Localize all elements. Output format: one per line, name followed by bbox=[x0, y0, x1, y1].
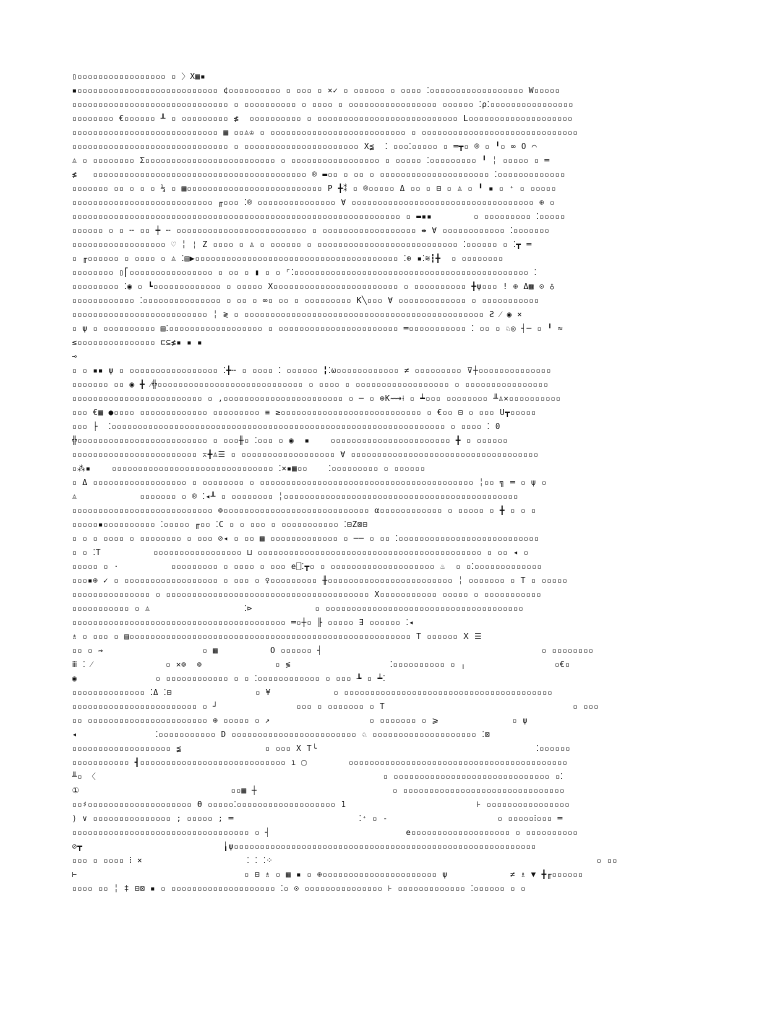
text-line: ▫▫▫▪⊕ ✓ ▫ ▫▫▫▫▫▫▫▫▫▫▫▫▫▫▫▫▫▫ ▫ ▫▫▫ ▫ ♀▫▫▫▫▫▫▫▫▫ ╫▫▫▫▫▫▫▫▫▫▫▫▫▫▫▫▫▫▫▫▫▫▫▫▫ ╎ ▫▫▫▫▫▫▫ ▫ T ▫ ▫▫▫▫▫ bbox=[72, 576, 568, 585]
text-line: ▫▫▫▫▫▫▫▫▫▫▫▫▫▫▫▫▫▫▫▫▫▫▫▫ ⌅╋♙☰ ▫ ▫▫▫▫▫▫▫▫▫▫▫▫▫▫▫▫▫▫ ∀ ▫▫▫▫▫▫▫▫▫▫▫▫▫▫▫▫▫▫▫▫▫▫▫▫▫▫▫▫▫▫▫▫▫▫▫▫ bbox=[72, 450, 539, 459]
text-line: ▫▫▫▫▫▫▫▫ €▫▫▫▫▫▫ ┸ ▫ ▫▫▫▫▫▫▫▫▫ ≰ ▫▫▫▫▫▫▫▫▫▫ ▫ ▫▫▫▫▫▫▫▫▫▫▫▫▫▫▫▫▫▫▫▫▫▫▫▫▫▫▫ L▫▫▫▫▫▫▫▫▫▫▫▫▫▫▫▫▫▫▫▫ bbox=[72, 114, 573, 123]
text-line: ▫ ▫ ▫ ▫▫▫▫ ▫ ▫▫▫▫▫▫▫▫ ▫ ▫▫▫ ⊘◂ ▫ ▫▫ ▦ ▫▫▫▫▫▫▫▫▫▫▫▫▫ ▫ ── ▫ ▫▫ ⁚▫▫▫▫▫▫▫▫▫▫▫▫▫▫▫▫▫▫▫▫▫▫▫▫▫▫▫ bbox=[72, 534, 540, 543]
text-line: ▫ ▫ ▪▪ ψ ▫ ▫▫▫▫▫▫▫▫▫▫▫▫▫▫▫▫▫ ⁚╋╌ ▫ ▫▫▫▫ ⁚ ▫▫▫▫▫▫ ╏⁚ω▫▫▫▫▫▫▫▫▫▫▫▫ ≠ ▫▫▫▫▫▫▫▫▫ ⊽┼▫▫▫▫▫▫▫▫▫▫▫▫▫▫ bbox=[72, 366, 552, 375]
text-line: ≰ ▫▫▫▫▫▫▫▫▫▫▫▫▫▫▫▫▫▫▫▫▫▫▫▫▫▫▫▫▫▫▫▫▫▫▫▫▫▫▫▫▫ ® ▬▫▫ ▫ ▫▫ ▫ ▫▫▫▫▫▫▫▫▫▫▫▫▫▫▫▫▫▫▫▫▫ ⁚▫▫▫▫▫▫▫▫▫▫▫▫▫ bbox=[72, 170, 566, 179]
text-line: ▫▫▫▫▫▫▫▫▫▫▫▫▫▫▫▫▫▫▫▫▫▫▫▫▫▫▫▫▫▫▫▫▫▫▫▫▫▫▫▫▫ ═▫┼▫ ╟ ▫▫▫▫▫ ∃ ▫▫▫▫▫▫ ⁚◂ bbox=[72, 618, 415, 627]
text-line: ▫▫ ▫▫▫▫▫▫▫▫▫▫▫▫▫▫▫▫▫▫▫▫▫▫▫ ⊕ ▫▫▫▫▫ ▫ ↗ ▫ ▫▫▫▫▫▫▫ ▫ ⩾ ▫ ψ bbox=[72, 716, 528, 725]
text-line: ◉ ▫ ▫▫▫▫▫▫▫▫▫▫▫▫ ▫ ▫ ⁚▫▫▫▫▫▫▫▫▫▫▫▫ ▫ ▫▫▫ ┺ ▫ ┷⁚ bbox=[72, 674, 386, 683]
text-line: ▫▫▫▫▫▫▫▫▫▫▫▫▫▫▫▫▫▫▫▫▫▫▫▫▫▫▫▫▫▫ ▫ ▫▫▫▫▫▫▫▫▫▫▫▫▫▫▫▫▫▫▫▫▫▫ X≨ ⁚ ▫▫▫⁚▫▫▫▫▫ ▫ ═┳▫ ® ▫ ╹▫ ∞ O ⌒ bbox=[72, 142, 537, 151]
text-line: ▫▫▫▫▫▫▫▫▫▫▫▫▫▫▫▫▫▫▫▫▫▫▫▫▫▫▫▫▫▫▫▫▫▫ ▫ ┤ e▫▫▫▫▫▫▫▫▫▫▫▫▫▫▫▫▫▫▫ ▫ ▫▫▫▫▫▫▫▫▫▫ bbox=[72, 828, 578, 837]
text-line: ≤▫▫▫▫▫▫▫▫▫▫▫▫▫▫▫ ⊏⊆≰▪ ▪ ▪ bbox=[72, 338, 203, 347]
text-line: ♙ ▫▫▫▫▫▫▫ ▫ ® ⁚◂┸ ▫ ▫▫▫▫▫▫▫▫ ╎▫▫▫▫▫▫▫▫▫▫▫▫▫▫▫▫▫▫▫▫▫▫▫▫▫▫▫▫▫▫▫▫▫▫▫▫▫▫▫▫▫▫▫▫▫ bbox=[72, 492, 519, 501]
text-line: ▫▫▫▫▫▫▫▫▫▫▫▫▫▫▫ ▫ ▫▫▫▫▫▫▫▫▫▫▫▫▫▫▫▫▫▫▫▫▫▫▫▫▫▫▫▫▫▫▫▫▫▫▫▫▫▫▫ X▫▫▫▫▫▫▫▫▫▫▫ ▫▫▫▫▫ ▫ ▫▫▫▫▫▫▫▫▫▫▫ bbox=[72, 590, 542, 599]
text-line: ⊸ bbox=[72, 352, 78, 361]
text-line: ♗ ▫ ▫▫▫ ▫ ▤▫▫▫▫▫▫▫▫▫▫▫▫▫▫▫▫▫▫▫▫▫▫▫▫▫▫▫▫▫▫▫▫▫▫▫▫▫▫▫▫▫▫▫▫▫▫▫▫▫▫▫▫▫▫ T ▫▫▫▫▫▫ Ⅹ ☰ bbox=[72, 632, 482, 641]
text-line: ▫▫▫▫▫▫▫▫▫▫▫▫▫▫▫▫▫▫▫▫▫▫▫▫▫▫▫▫▫▫▫▫▫▫▫▫▫▫▫▫▫▫▫▫▫▫▫▫▫▫▫▫▫▫▫▫▫▫▫▫▫▫▫ ▫ ▬▪▪ ▫ ▫▫▫▫▫▫▫▫▫ ⁚▫▫▫▫▫ bbox=[72, 212, 566, 221]
text-line: ◂ ⁚▫▫▫▫▫▫▫▫▫▫▫ D ▫▫▫▫▫▫▫▫▫▫▫▫▫▫▫▫▫▫▫▫▫▫▫▫ ♘ ▫▫▫▫▫▫▫▫▫▫▫▫▫▫▫▫▫▫▫▫ ⁚⊠ bbox=[72, 730, 490, 739]
text-line: ▪▫▫▫▫▫▫▫▫▫▫▫▫▫▫▫▫▫▫▫▫▫▫▫▫▫▫▫ ¢▫▫▫▫▫▫▫▫▫▫ ▫ ▫▫▫ ▫ ×✓ ▫ ▫▫▫▫▫▫ ▫ ▫▫▫▫ ⁚▫▫▫▫▫▫▫▫▫▫▫▫▫▫▫▫▫▫ W▫▫▫▫▫ bbox=[72, 86, 561, 95]
text-line: ⅲ ⁚ ⁄ ▫ ✕⊚ ⊚ ▫ ≶ ⁚▫▫▫▫▫▫▫▫▫▫ ▫ ╷ ▫€▫ bbox=[72, 660, 571, 669]
text-line: ▫ ╓▫▫▫▫▫▫ ▫ ▫▫▫▫ ▫ ♙ ⁚▤▶▫▫▫▫▫▫▫▫▫▫▫▫▫▫▫▫▫▫▫▫▫▫▫▫▫▫▫▫▫▫▫▫▫▫▫▫▫▫▫ ⁚⊕ ▪⁚≋┇╋ ▫ ▫▫▫▫▫▫▫▫ bbox=[72, 254, 504, 263]
text-line: ♙ ▫ ▫▫▫▫▫▫▫▫ Σ▫▫▫▫▫▫▫▫▫▫▫▫▫▫▫▫▫▫▫▫▫▫▫▫▫ ▫ ▫▫▫▫▫▫▫▫▫▫▫▫▫▫▫▫▫ ▫ ▫▫▫▫▫ ⁚▫▫▫▫▫▫▫▫▫ ╹ ╎ ▫▫▫▫▫ ▫ ═ bbox=[72, 156, 550, 165]
text-line: ▫▫▫▫▫▫▫▫▫▫▫ ▫ ♙ ⁚⊳ ▫ ▫▫▫▫▫▫▫▫▫▫▫▫▫▫▫▫▫▫▫▫▫▫▫▫▫▫▫▫▫▫▫▫▫▫▫▫▫▫ bbox=[72, 604, 524, 613]
text-line: ▫▫ ▫ ⇝ ▫ ▦ O ▫▫▫▫▫▫ ┤ ▫ ▫▫▫▫▫▫▫▫ bbox=[72, 646, 594, 655]
document-page bbox=[72, 70, 692, 950]
text-line: ▫▫▫▫▫▫▫▫▫▫▫ ┫▫▫▫▫▫▫▫▫▫▫▫▫▫▫▫▫▫▫▫▫▫▫▫▫▫▫▫▫ ı ▢ ▫▫▫▫▫▫▫▫▫▫▫▫▫▫▫▫▫▫▫▫▫▫▫▫▫▫▫▫▫▫▫▫▫▫▫▫▫▫▫▫▫▫ bbox=[72, 758, 568, 767]
text-line: ① ▫▫▦ ┼ ▫ ▫▫▫▫▫▫▫▫▫▫▫▫▫▫▫▫▫▫▫▫▫▫▫▫▫▫▫▫▫▫▫ bbox=[72, 786, 565, 795]
text-line: ▯▫▫▫▫▫▫▫▫▫▫▫▫▫▫▫▫▫ ▫ 〉X▦▪ bbox=[72, 72, 206, 81]
text-line: ╬▫▫▫▫▫▫▫▫▫▫▫▫▫▫▫▫▫▫▫▫▫▫▫▫▫ ▫ ▫▫▫╫▫ ⁚▫▫▫ ▫ ◉ ▪ ▫▫▫▫▫▫▫▫▫▫▫▫▫▫▫▫▫▫▫▫▫▫▫ ╋ ▫ ▫▫▫▫▫▫ bbox=[72, 436, 508, 445]
text-line: ▫▫▫▫▫ ▫ · ▫▫▫▫▫▫▫▫▫ ▫ ▫▫▫▫ ▫ ▫▫▫ e⎕⁚┳▫ ▫ ▫▫▫▫▫▫▫▫▫▫▫▫▫▫▫▫▫▫▫▫ ♨ ▫ ▫⁚▫▫▫▫▫▫▫▫▫▫▫▫▫ bbox=[72, 562, 543, 571]
text-line: ╨▫ 〈 ▫ ▫▫▫▫▫▫▫▫▫▫▫▫▫▫▫▫▫▫▫▫▫▫▫▫▫▫▫▫▫▫ ▫⁚ bbox=[72, 772, 564, 781]
text-line: ▫▫▫ ├ ⁚▫▫▫▫▫▫▫▫▫▫▫▫▫▫▫▫▫▫▫▫▫▫▫▫▫▫▫▫▫▫▫▫▫▫▫▫▫▫▫▫▫▫▫▫▫▫▫▫▫▫▫▫▫▫▫▫▫▫▫▫▫▫▫▫ ▫ ▫▫▫▫ ⁚ 0 bbox=[72, 422, 501, 431]
text-line: ▫▫▫ €▦ ●▫▫▫▫ ▫▫▫▫▫▫▫▫▫▫▫▫▫ ▫▫▫▫▫▫▫▫▫ ≡ ≥▫▫▫▫▫▫▫▫▫▫▫▫▫▫▫▫▫▫▫▫▫▫▫▫▫▫▫ ▫ €▫▫ ⊟ ▫ ▫▫▫ U┳▫▫▫▫▫ bbox=[72, 408, 537, 417]
text-line: ▫▫▫▫▫▫▫▫▫▫▫▫▫▫▫▫▫▫ ♡ ╎ ¦ Ζ ▫▫▫▫ ▫ ♙ ▫ ▫▫▫▫▫▫ ▫ ▫▫▫▫▫▫▫▫▫▫▫▫▫▫▫▫▫▫▫▫▫▫▫▫▫▫▫ ⁚▫▫▫▫▫▫ ▫ ⁚┳ ═ bbox=[72, 240, 532, 249]
text-line: ▫▫▫ ▫ ▫▫▫▫ ⁞ × ⁚ ⁚ ⁚⁘ ▫ ▫▫ bbox=[72, 856, 618, 865]
text-line: ▫▫▫▫▫▫▫▫▫▫▫▫ ⁚▫▫▫▫▫▫▫▫▫▫▫▫▫▫▫ ▫ ▫▫ ▫ ∞▫ ▫▫ ▫ ▫▫▫▫▫▫▫▫▫ K╲▫▫▫ ∀ ▫▫▫▫▫▫▫▫▫▫▫▫▫ ▫ ▫▫▫▫▫▫▫▫▫▫▫ bbox=[72, 296, 540, 305]
text-line: ▫▫▫▫▫▫▫▫▫▫▫▫▫▫▫▫▫▫▫▫▫▫▫▫▫▫ ╎ ≷ ▫ ▫▫▫▫▫▫▫▫▫▫▫▫▫▫▫▫▫▫▫▫▫▫▫▫▫▫▫▫▫▫▫▫▫▫▫▫▫▫▫▫▫▫▫▫▫▫ Ƨ ⁄ ◉ × bbox=[72, 310, 523, 319]
text-line: ▫▫▫▫▫▫▫▫▫▫▫▫▫▫▫▫▫▫▫▫▫▫▫▫▫▫▫▫▫▫ ▫ ▫▫▫▫▫▫▫▫▫▫ ▫ ▫▫▫▫ ▫ ▫▫▫▫▫▫▫▫▫▫▫▫▫▫▫▫▫ ▫▫▫▫▫▫ ⁚ρ⁚▫▫▫▫▫▫▫▫▫▫▫▫▫▫▫▫ bbox=[72, 100, 574, 109]
text-line: ▫▫▫▫▫▫▫▫▫▫▫▫▫▫▫▫▫▫▫▫▫▫▫▫▫▫▫▫ ▦ ▫▫♙♔ ▫ ▫▫▫▫▫▫▫▫▫▫▫▫▫▫▫▫▫▫▫▫▫▫▫▫▫▫ ▫ ▫▫▫▫▫▫▫▫▫▫▫▫▫▫▫▫▫▫▫▫▫▫▫▫▫▫▫▫▫▫ bbox=[72, 128, 578, 137]
text-line: ▫▫▫▫▫▫▫▫▫ ⁚◉ ▫ ┗▫▫▫▫▫▫▫▫▫▫▫▫▫ ▫ ▫▫▫▫▫ X▫▫▫▫▫▫▫▫▫▫▫▫▫▫▫▫▫▫▫▫▫▫▫▫ ▫ ▫▫▫▫▫▫▫▫▫▫ ╋ψ▫▫▫ ! ⊕ Δ▩ ⊙ ♁ bbox=[72, 282, 555, 291]
text-line: ▫▫▫▫▫▫▫▫▫▫▫▫▫▫ ⁚Δ ⁚⊟ ▫ ¥ ▫ ▫▫▫▫▫▫▫▫▫▫▫▫▫▫▫▫▫▫▫▫▫▫▫▫▫▫▫▫▫▫▫▫▫▫▫▫▫▫▫▫ bbox=[72, 688, 553, 697]
text-line: ▫ ψ ▫ ▫▫▫▫▫▫▫▫▫▫ ▤⁚▫▫▫▫▫▫▫▫▫▫▫▫▫▫▫▫▫▫ ▫ ▫▫▫▫▫▫▫▫▫▫▫▫▫▫▫▫▫▫▫▫▫▫▫ ═▫▫▫▫▫▫▫▫▫▫▫ ⁚ ▫▫ ▫ ♘◎ ┤─ ▫ ╹ ≈ bbox=[72, 324, 564, 333]
text-line: ▫▫♯▫▫▫▫▫▫▫▫▫▫▫▫▫▫▫▫▫▫▫▫ ϴ ▫▫▫▫▫⁚▫▫▫▫▫▫▫▫▫▫▫▫▫▫▫▫▫▫▫ 1 ⊦ ▫▫▫▫▫▫▫▫▫▫▫▫▫▫▫▫ bbox=[72, 800, 570, 809]
text-line: ▫▫▫▫▫▫▫▫▫▫▫▫▫▫▫▫▫▫▫▫▫▫▫▫▫▫▫ ⊚▫▫▫▫▫▫▫▫▫▫▫▫▫▫▫▫▫▫▫▫▫▫▫▫▫▫▫▫ α▫▫▫▫▫▫▫▫▫▫▫▫ ▫ ▫▫▫▫▫ ▫ ╋ ▫ ▫ ▫ bbox=[72, 506, 537, 515]
text-line: ▫▫▫▫ ▫▫ ╎ ‡ ⊟⊠ ▪ ▫ ▫▫▫▫▫▫▫▫▫▫▫▫▫▫▫▫▫▫▫▫ ⁚▫ ⊙ ▫▫▫▫▫▫▫▫▫▫▫▫▫▫▫ ⊦ ▫▫▫▫▫▫▫▫▫▫▫▫▫ ⁚▫▫▫▫▫▫ ▫ ▫ bbox=[72, 884, 526, 893]
text-line: ▫▫▫▫▫▫▫▫▫▫▫▫▫▫▫▫▫▫▫▫▫▫▫▫▫▫▫ ╓▫▫▫ ⁚® ▫▫▫▫▫▫▫▫▫▫▫▫▫▫▫ ∀ ▫▫▫▫▫▫▫▫▫▫▫▫▫▫▫▫▫▫▫▫▫▫▫▫▫▫▫▫▫▫▫▫▫▫▫ ⊕ ▫ bbox=[72, 198, 555, 207]
text-line: ▫▫▫▫▫▪▫▫▫▫▫▫▫▫▫▫ ⁚▫▫▫▫▫ ╓▫▫ ⁚C ▫ ▫ ▫▫▫ ▫ ▫▫▫▫▫▫▫▫▫▫▫ ⁚⊟Ζ⊠⊟ bbox=[72, 520, 368, 529]
text-line: ▫▫▫▫▫▫▫▫ ▯⎡▫▫▫▫▫▫▫▫▫▫▫▫▫▫▫▫ ▫ ▫▫ ▫ ▮ ▫ ▫ ⌜⁚▫▫▫▫▫▫▫▫▫▫▫▫▫▫▫▫▫▫▫▫▫▫▫▫▫▫▫▫▫▫▫▫▫▫▫▫▫▫▫▫▫▫▫▫▫ ⁚ bbox=[72, 268, 537, 277]
text-line: ⊘┳ ╽ψ▫▫▫▫▫▫▫▫▫▫▫▫▫▫▫▫▫▫▫▫▫▫▫▫▫▫▫▫▫▫▫▫▫▫▫▫▫▫▫▫▫▫▫▫▫▫▫▫▫▫▫▫▫▫▫▫▫▫ bbox=[72, 842, 537, 851]
text-line: ▫ Δ ▫▫▫▫▫▫▫▫▫▫▫▫▫▫▫▫▫▫ ▫ ▫▫▫▫▫▫▫▫ ▫ ▫▫▫▫▫▫▫▫▫▫▫▫▫▫▫▫▫▫▫▫▫▫▫▫▫▫▫▫▫▫▫▫▫▫▫▫▫▫▫▫▫ ╎▫▫ ╗ ═ ▫ ψ ▫ bbox=[72, 478, 547, 487]
text-line: ▫▫▫▫▫▫▫▫▫▫▫▫▫▫▫▫▫▫▫▫▫▫▫▫▫ ▫ ,▫▫▫▫▫▫▫▫▫▫▫▫▫▫▫▫▫▫▫▫▫▫▫ ▫ ─ ▫ ⊕Κ⟿⟊ ▫ ┷▫▫▫ ▫▫▫▫▫▫▫▫ ╨♙✕▫▫▫▫▫▫▫▫▫▫ bbox=[72, 394, 562, 403]
text-line: ▫▫▫▫▫▫▫▫▫▫▫▫▫▫▫▫▫▫▫▫▫▫▫▫ ▫ ┘ ▫▫▫ ▫ ▫▫▫▫▫▫▫ ▫ T ▫ ▫▫▫ bbox=[72, 702, 599, 711]
text-line: ▫⁂▪ ▫▫▫▫▫▫▫▫▫▫▫▫▫▫▫▫▫▫▫▫▫▫▫▫▫▫▫▫▫▫▫ ⁚×▪▦▫▫ ⁚▫▫▫▫▫▫▫▫▫ ▫ ▫▫▫▫▫▫ bbox=[72, 464, 426, 473]
text-line: ▫▫▫▫▫▫ ▫ ▫ ╌ ▫▫ ┿ ╌ ▫▫▫▫▫▫▫▫▫▫▫▫▫▫▫▫▫▫▫▫▫▫▫▫▫ ▫ ▫▫▫▫▫▫▫▫▫▫▫▫▫▫▫▫▫▫ ⇼ ∀ ▫▫▫▫▫▫▫▫▫▫▫▫ ⁚▫▫▫▫▫▫▫ bbox=[72, 226, 550, 235]
text-line: ▫ ▫ ⁚T ▫▫▫▫▫▫▫▫▫▫▫▫▫▫▫▫▫ ⊔ ▫▫▫▫▫▫▫▫▫▫▫▫▫▫▫▫▫▫▫▫▫▫▫▫▫▫▫▫▫▫▫▫▫▫▫▫▫▫▫▫▫▫▫ ▫ ▫▫ ◂ ▫ bbox=[72, 548, 529, 557]
text-line: ) ∨ ▫▫▫▫▫▫▫▫▫▫▫▫▫▫▫ ; ▫▫▫▫▫ ; ═ ⁚⁺ ▫ - ▫ ▫▫▫▫▫⁞▫▫▫ ═ bbox=[72, 814, 563, 823]
text-line: ▫▫▫▫▫▫▫ ▫▫ ▫ ▫ ▫ ⅓ ▫ ▦▫▫▫▫▫▫▫▫▫▫▫▫▫▫▫▫▫▫▫▫▫▫▫▫▫▫ P ╋⁑ ▫ ®▫▫▫▫▫ Δ ▫▫ ▫ ⊟ ▫ ♙ ▫ ╹ ▪ ▫ ⁺ ▫ ▫▫▫▫▫ bbox=[72, 184, 557, 193]
text-line: ▫▫▫▫▫▫▫ ▫▫ ◉ ╋ ⁄╬▫▫▫▫▫▫▫▫▫▫▫▫▫▫▫▫▫▫▫▫▫▫▫▫▫▫▫▫ ▫ ▫▫▫▫ ▫ ▫▫▫▫▫▫▫▫▫▫▫▫▫▫▫▫▫▫ ▫ ▫▫▫▫▫▫▫▫▫▫▫▫▫▫▫▫ bbox=[72, 380, 549, 389]
text-line: ⊢ ▫ ⊟ ♗ ▫ ▦ ▪ ▫ ⊕▫▫▫▫▫▫▫▫▫▫▫▫▫▫▫▫▫▫▫▫▫▫ ψ ≠ ♗ ▼ ╋╓▫▫▫▫▫▫ bbox=[72, 870, 584, 879]
text-line: ▫▫▫▫▫▫▫▫▫▫▫▫▫▫▫▫▫▫▫ ≨ ▫ ▫▫▫ X T╰ ⁚▫▫▫▫▫▫ bbox=[72, 744, 571, 753]
